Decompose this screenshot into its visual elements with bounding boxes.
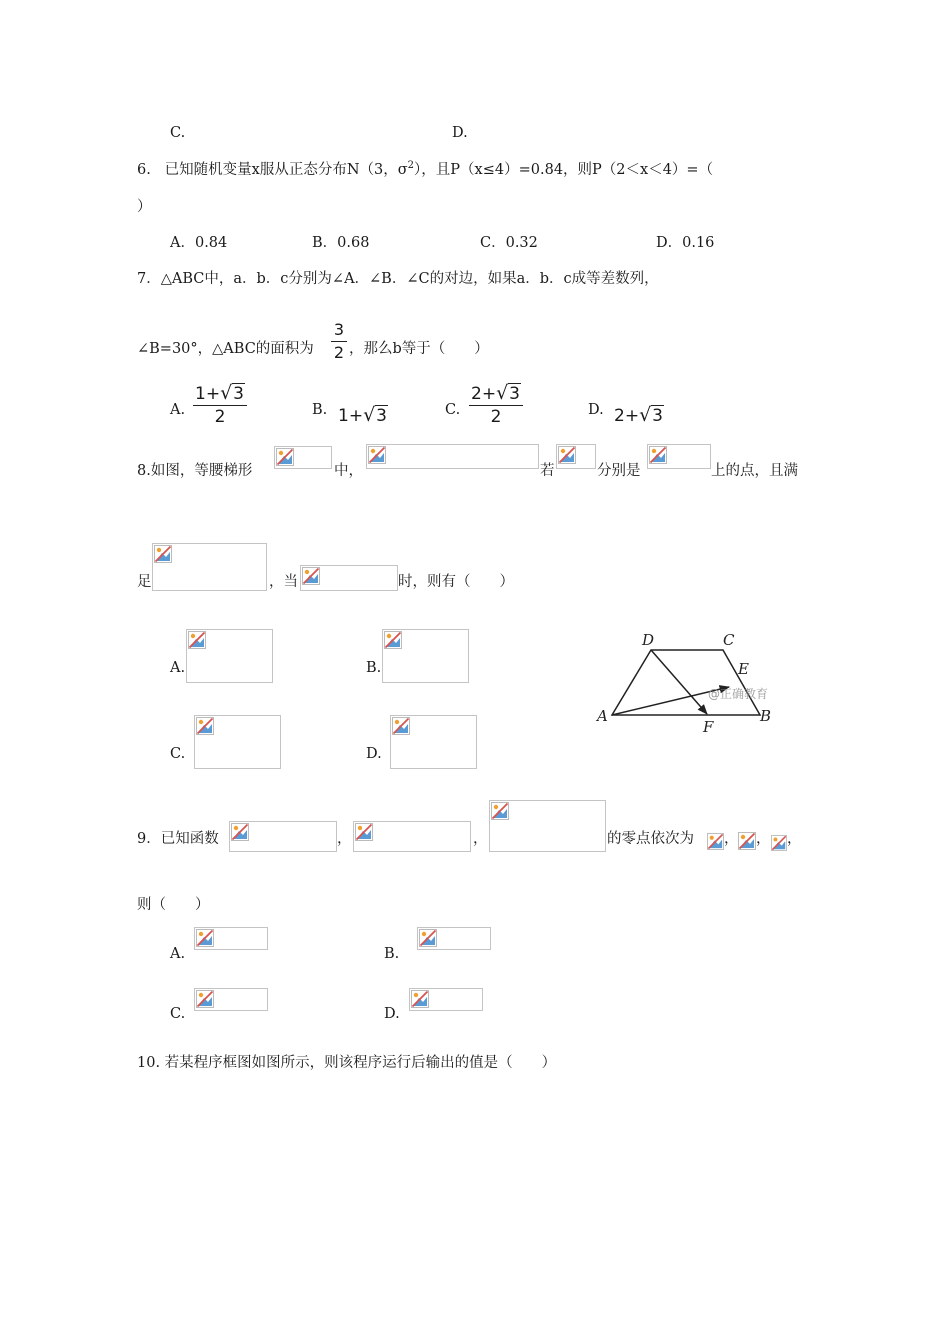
q6-sup: 2 bbox=[407, 160, 415, 171]
q8-text-3: 若 bbox=[540, 463, 555, 479]
q7-line2-post: ，那么b等于（ ） bbox=[349, 341, 489, 357]
label-a: A bbox=[597, 707, 608, 725]
q7-option-d-value: 2+√3 bbox=[614, 404, 663, 426]
q9-option-c-image bbox=[194, 988, 268, 1011]
q7-option-c-value: 2+√3 2 bbox=[469, 383, 523, 427]
q8-text-1: 8.如图，等腰梯形 bbox=[137, 463, 253, 479]
q9-function-image-3 bbox=[489, 800, 606, 852]
q8-text-2: 中， bbox=[334, 463, 363, 479]
broken-image-icon bbox=[196, 929, 214, 947]
q8-text-7: ，当 bbox=[269, 574, 298, 590]
q8-option-b-label: B. bbox=[366, 660, 382, 676]
q8-option-d-image bbox=[390, 715, 477, 769]
q6-stem-text: 已知随机变量x服从正态分布N（3，σ bbox=[164, 161, 408, 178]
q7-line1: 7．△ABC中，a．b．c分别为∠A．∠B．∠C的对边，如果a．b．c成等差数列， bbox=[137, 271, 659, 287]
q9-zero-image-1 bbox=[707, 833, 724, 851]
q9-option-d-label: D. bbox=[384, 1006, 400, 1022]
broken-image-icon bbox=[707, 833, 724, 850]
q6-option-a: A．0.84 bbox=[170, 235, 228, 251]
broken-image-icon bbox=[649, 446, 667, 464]
q9-comma-1: ， bbox=[337, 831, 352, 847]
label-c: C bbox=[723, 631, 735, 649]
watermark: @正确教育 bbox=[708, 687, 769, 701]
q6-option-b: B．0.68 bbox=[312, 235, 370, 251]
q9-text-1: 9．已知函数 bbox=[137, 831, 219, 847]
broken-image-icon bbox=[368, 446, 386, 464]
q7-option-b-label: B. bbox=[312, 402, 328, 418]
q8-option-c-image bbox=[194, 715, 281, 769]
label-e: E bbox=[738, 660, 749, 678]
q9-option-a-label: A. bbox=[170, 946, 186, 962]
q8-text-5: 上的点，且满 bbox=[711, 463, 798, 479]
q8-option-b-image bbox=[382, 629, 469, 683]
q9-option-c-label: C. bbox=[170, 1006, 186, 1022]
broken-image-icon bbox=[302, 567, 320, 585]
broken-image-icon bbox=[188, 631, 206, 649]
q9-function-image-1 bbox=[229, 821, 337, 852]
broken-image-icon bbox=[196, 717, 214, 735]
q9-text-2: 的零点依次为 bbox=[607, 831, 694, 847]
q7-option-d-label: D. bbox=[588, 402, 604, 418]
broken-image-icon bbox=[355, 823, 373, 841]
q8-option-a-label: A. bbox=[170, 660, 186, 676]
q6-stem bbox=[137, 156, 713, 180]
q5-option-d: D. bbox=[452, 125, 468, 141]
q8-trapezoid-figure bbox=[590, 628, 790, 740]
broken-image-icon bbox=[276, 448, 294, 466]
q6-option-c: C．0.32 bbox=[480, 235, 538, 251]
q8-text-4: 分别是 bbox=[597, 463, 641, 479]
q7-area-fraction bbox=[331, 320, 347, 363]
q9-comma-2: ， bbox=[473, 831, 488, 847]
q7-area-den: 2 bbox=[333, 343, 345, 362]
q8-option-c-label: C. bbox=[170, 746, 186, 762]
broken-image-icon bbox=[196, 990, 214, 1008]
q7-option-c-label: C. bbox=[445, 402, 461, 418]
q9-then: 则（ ） bbox=[137, 897, 210, 913]
q7-option-a-value: 1+√3 2 bbox=[193, 383, 247, 427]
q8-option-a-image bbox=[186, 629, 273, 683]
q9-sep-1: ， bbox=[724, 831, 739, 847]
q7-option-b-value: 1+√3 bbox=[338, 404, 387, 426]
broken-image-icon bbox=[419, 929, 437, 947]
q9-zero-image-3 bbox=[771, 835, 787, 851]
q8-formula-image-6 bbox=[300, 565, 398, 591]
broken-image-icon bbox=[558, 446, 576, 464]
q8-formula-image-4 bbox=[647, 444, 711, 469]
q8-option-d-label: D. bbox=[366, 746, 382, 762]
q8-formula-image-1 bbox=[274, 446, 332, 469]
q8-formula-image-3 bbox=[556, 444, 596, 469]
q6-close-paren: ） bbox=[137, 199, 152, 215]
q8-formula-image-5 bbox=[152, 543, 267, 591]
q9-option-b-image bbox=[417, 927, 491, 950]
broken-image-icon bbox=[154, 545, 172, 563]
q9-function-image-2 bbox=[353, 821, 471, 852]
label-b: B bbox=[760, 707, 772, 725]
q9-sep-3: ， bbox=[787, 831, 802, 847]
q9-option-d-image bbox=[409, 988, 483, 1011]
q8-text-6: 足 bbox=[137, 574, 152, 590]
broken-image-icon bbox=[738, 832, 756, 850]
broken-image-icon bbox=[491, 802, 509, 820]
broken-image-icon bbox=[771, 835, 787, 851]
broken-image-icon bbox=[392, 717, 410, 735]
q8-formula-image-2 bbox=[366, 444, 539, 469]
broken-image-icon bbox=[384, 631, 402, 649]
q7-area-num: 3 bbox=[333, 320, 345, 339]
q6-number: 6. bbox=[137, 161, 151, 178]
q5-option-c: C. bbox=[170, 125, 186, 141]
q9-zero-image-2 bbox=[738, 832, 756, 851]
label-d: D bbox=[642, 631, 655, 649]
q7-line2-pre: ∠B=30°，△ABC的面积为 bbox=[137, 341, 314, 357]
q9-option-b-label: B. bbox=[384, 946, 400, 962]
q6-option-d: D．0.16 bbox=[656, 235, 715, 251]
label-f: F bbox=[703, 718, 714, 736]
q6-stem-rest: ），且P（x≤4）=0.84，则P（2＜x＜4）=（ bbox=[414, 161, 714, 178]
q10-stem: 10. 若某程序框图如图所示，则该程序运行后输出的值是（ ） bbox=[137, 1055, 557, 1071]
q9-option-a-image bbox=[194, 927, 268, 950]
q8-text-8: 时，则有（ ） bbox=[398, 574, 514, 590]
q9-sep-2: ， bbox=[756, 831, 771, 847]
broken-image-icon bbox=[231, 823, 249, 841]
broken-image-icon bbox=[411, 990, 429, 1008]
q7-option-a-label: A. bbox=[170, 402, 186, 418]
